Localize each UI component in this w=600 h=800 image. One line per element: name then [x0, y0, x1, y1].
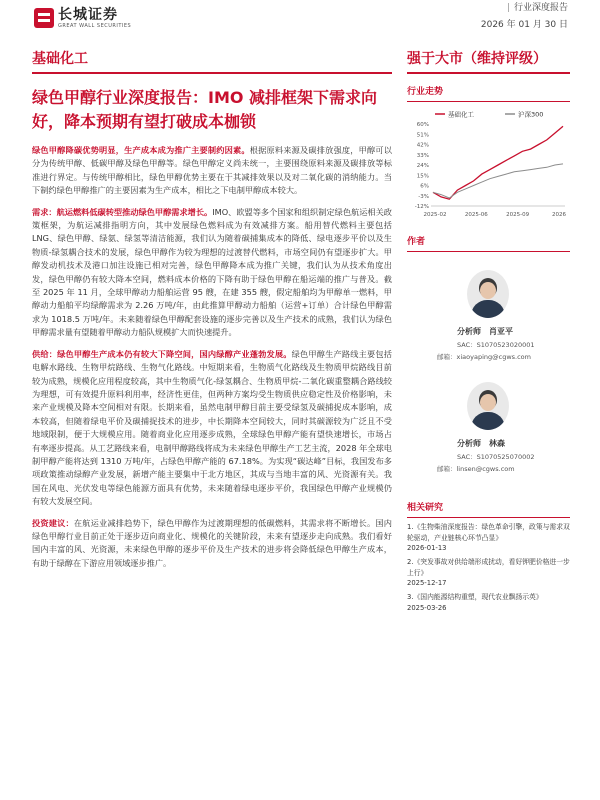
rating-label: 强于大市（维持评级） [407, 51, 547, 67]
paragraph-lead: 需求：航运燃料低碳转型推动绿色甲醇需求增长。 [32, 206, 213, 217]
related-section-title: 相关研究 [407, 503, 444, 513]
y-tick-label: 33% [416, 152, 429, 159]
related-date: 2026-01-13 [407, 544, 447, 553]
analyst-email[interactable]: 邮箱：linsen@cgws.com [437, 465, 515, 473]
main-column [32, 86, 392, 578]
y-tick-label: 42% [416, 142, 429, 149]
x-tick-label: 2025-09 [506, 212, 530, 218]
trend-chart [407, 108, 570, 226]
related-research [407, 502, 570, 613]
divider-left [32, 72, 392, 74]
report-type: | 行业深度报告 [506, 3, 568, 13]
paragraph-demand [32, 206, 392, 340]
report-header [0, 0, 600, 46]
legend-label-b: 沪深300 [518, 110, 544, 119]
x-tick-label: 2026 [552, 212, 566, 218]
y-tick-label: 15% [416, 173, 429, 180]
y-tick-label: 51% [416, 132, 429, 139]
author-section-title: 作者 [407, 237, 426, 247]
legend-label-a: 基础化工 [448, 110, 474, 119]
related-date: 2025-03-26 [407, 603, 447, 612]
y-tick-label: -12% [414, 204, 429, 210]
x-tick-label: 2025-06 [464, 212, 488, 218]
analyst-name-line: 分析师 林森 [457, 439, 505, 448]
y-tick-label: -3% [418, 193, 429, 200]
paragraph-body: 在航运业减排趋势下，绿色甲醇作为过渡期理想的低碳燃料，其需求将不断增长。国内绿色甲醇行业目前正处于逐步迈向商业化、规模化的关键阶段，未来有望逐步走向成熟。我们看好国内丰富的风、光资源，未来绿色甲醇的逐步平价及生产技术的进步将会降低绿色甲醇生产成本，有助于绿醇在下游应用领域逐步推广。 [32, 517, 392, 568]
logo-mark-icon [34, 8, 54, 28]
related-item[interactable]: 1.《生物柴油深度报告：绿色革命引擎，政策与需求双轮驱动，产业链核心环节凸显》 [407, 523, 570, 542]
paragraph-lead: 绿色甲醇降碳优势明显，生产成本成为推广主要制约因素。 [32, 145, 250, 155]
company-logo [34, 3, 131, 33]
paragraph-investment [32, 517, 392, 571]
paragraph-body: IMO、欧盟等多个国家和组织制定绿色航运相关政策框架，为航运减排指明方向，其中发展绿色燃料成为有效减排方案。船用替代燃料主要包括 LNG、绿色甲醇、绿氨、绿氢等清洁能源，我们认为随着碳捕集成本的降低、绿电逐步平价以及生物质-绿氢耦合技术的发展，绿色甲醇作为较为理想的过渡替代燃料，市场空间仍有望逐步扩大。甲醇发动机技术及港口加注设施已相对完善，绿色甲醇降本成为推广关键，我们认为从技术角度出发，绿色甲醇仍有较大降本空间，燃料成本价格的下降有助于绿色甲醇在船运端的推广与普及。截至 2025 年 11 月，全球甲醇动力船舶运营 95 艘，在建 355 艘，假定船舶均为甲醇单一燃料，甲醇动力船舶平均绿醇需求为 2.26 万吨/年，由此推算甲醇动力船舶（运营+订单）合计绿色甲醇需求为 1018.5 万吨/年。未来随着绿色甲醇配套设施的逐步完善以及生产技术的成熟，我们认为绿色甲醇需求量有望随着甲醇动力船队规模扩大而快速提升。 [32, 206, 392, 338]
related-divider [407, 517, 570, 518]
y-tick-label: 60% [416, 122, 429, 128]
logo-english-name: GREAT WALL SECURITIES [58, 22, 132, 29]
analyst-name-line: 分析师 肖亚平 [457, 327, 513, 336]
paragraph-body: 绿色甲醇生产路线主要包括电解水路线、生物甲烷路线、生物气化路线。中短期来看，生物质气化路线及生物质甲烷路线目前较为成熟，规模化应用程度较高，其中生物质气化-绿氢耦合、生物质甲烷-二氧化碳重整耦合路线较为理想，可有效提升原料利用率，经济性更佳，但两种方案均受生物质供应稳定性及价格影响，未来产业规模及降本空间相对有限。长期来看，虽然电制甲醇目前主要受绿氢及碳捕捉成本影响，成本较高，但随着绿电平价及碳捕捉技术的进步，中长期降本空间较大，同时其碳源较为广泛且不受地域限制，便于大规模应用。随着商业化应用逐步成熟，全球绿色甲醇产能有望快速增长，市场占有率逐步提高。从工艺路线来看，电制甲醇路线将成为未来绿色甲醇生产工艺主流，2028 年全球电制甲醇产能将达到 1310 万吨/年，占绿色甲醇产能的 67.18%。为实现“碳达峰”目标，我国发布多项政策推动绿醇产业发展，新增产能主要集中于北方地区，其成与当地丰富的风、光资源有关。我国在风电、光伏发电等绿色能源方面具有优势，未来随着绿电逐步平价，我国绿色甲醇产业规模仍有较大发展空间。 [32, 348, 392, 507]
y-tick-label: 24% [416, 163, 429, 169]
y-tick-label: 6% [420, 183, 429, 190]
trend-divider [407, 101, 570, 102]
industry-label: 基础化工 [32, 51, 88, 67]
avatar [467, 382, 509, 430]
paragraph-lead: 供给：绿色甲醇生产成本仍有较大下降空间，国内绿醇产业蓬勃发展。 [32, 348, 292, 359]
report-title: 绿色甲醇行业深度报告：IMO 减排框架下需求向好，降本预期有望打破成本枷锁 [32, 88, 378, 131]
paragraph-cost [32, 144, 392, 198]
analyst-sac: SAC：S1070523020001 [457, 341, 535, 349]
author-list [407, 252, 570, 502]
logo-name: 长城证券 [58, 6, 118, 23]
trend-chart-svg [407, 108, 570, 226]
paragraph-lead: 投资建议： [32, 517, 74, 528]
divider-right [407, 72, 570, 74]
report-date: 2026 年 01 月 30 日 [480, 20, 568, 30]
trend-section-title: 行业走势 [407, 87, 444, 97]
x-tick-label: 2025-02 [423, 212, 447, 218]
series-line-index [433, 164, 563, 198]
analyst-card [407, 270, 570, 380]
analyst-sac: SAC：S1070525070002 [457, 453, 535, 461]
avatar [467, 270, 509, 318]
paragraph-supply [32, 348, 392, 509]
related-date: 2025-12-17 [407, 579, 447, 588]
related-item[interactable]: 2.《突发事故对供给端形成扰动，看好钾肥价格进一步上行》 [407, 558, 570, 577]
paragraph-body: 根据原料来源及碳排放强度，甲醇可以分为传统甲醇、低碳甲醇及绿色甲醇等。绿色甲醇定义尚未统一，主要围绕原料来源及碳排放等标准进行界定。与传统甲醇相比，绿色甲醇优势主要在于其减排效果以及对二氧化碳的消纳能力。当下制约绿色甲醇推广的主要因素为生产成本，相比之下电制甲醇成本较大。 [32, 145, 392, 196]
series-line-industry [433, 126, 563, 199]
related-item[interactable]: 3.《国内能源结构重塑，现代农业飘扬示英》 [407, 593, 543, 602]
side-column [407, 86, 570, 502]
analyst-email[interactable]: 邮箱：xiaoyaping@cgws.com [437, 353, 531, 361]
analyst-card [407, 382, 570, 492]
